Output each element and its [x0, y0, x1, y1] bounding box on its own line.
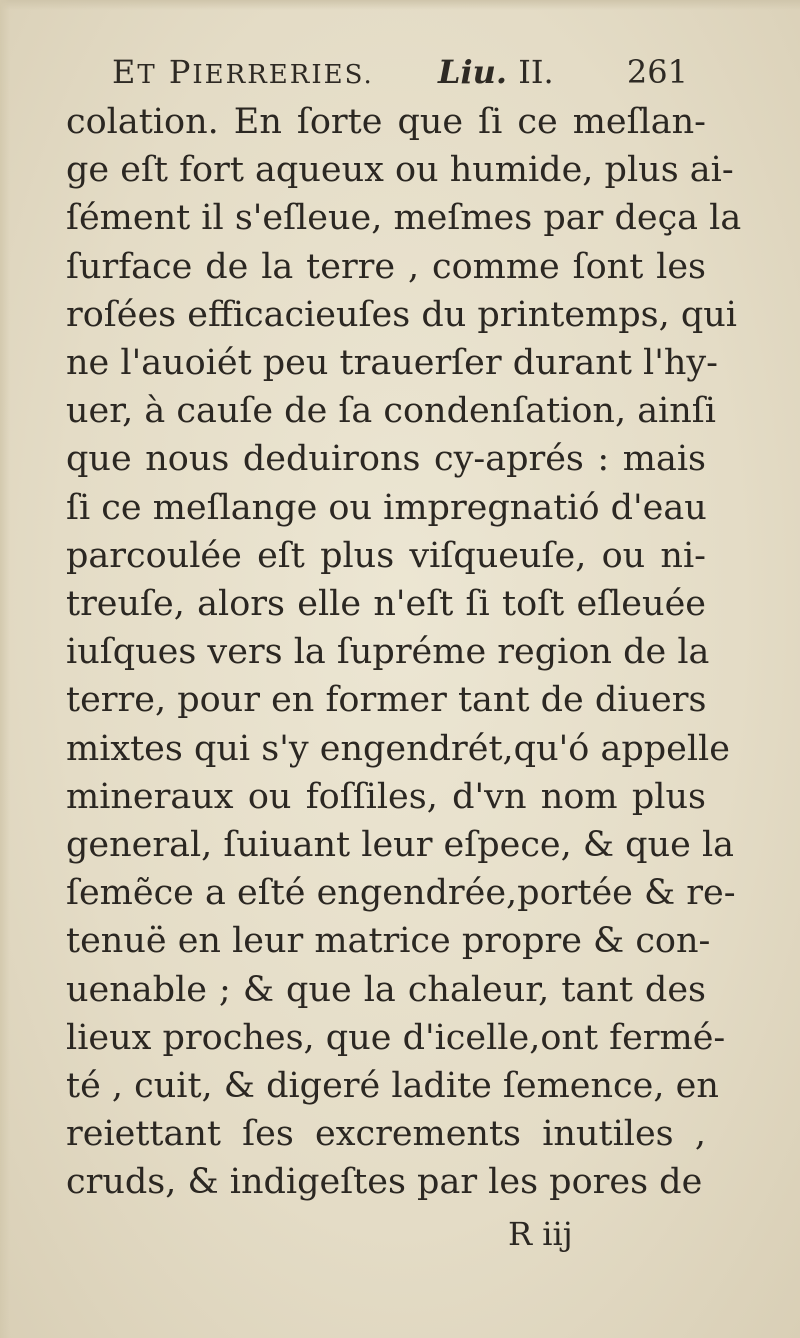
running-title	[112, 52, 374, 95]
text-line: ſément il s'eſleue, meſmes par deça la	[66, 198, 742, 239]
text-line: parcoulée eſt plus viſqueuſe, ou ni-	[66, 535, 706, 576]
text-line: roſées efficacieuſes du printemps, qui	[66, 294, 737, 335]
running-title-smallcaps-2: IERRERIES.	[192, 60, 374, 90]
text-line: general, ſuiuant leur eſpece, & que la	[66, 825, 735, 866]
text-line: ge eſt fort aqueux ou humide, plus ai-	[66, 150, 734, 191]
text-line: treuſe, alors elle n'eſt ſi toſt eſleuée	[66, 584, 706, 625]
text-line: cruds, & indigeſtes par les pores de	[66, 1162, 703, 1203]
text-line: terre, pour en former tant de diuers	[66, 680, 707, 721]
text-line: uenable ; & que la chaleur, tant des	[66, 969, 706, 1010]
running-title-initial-1: E	[112, 53, 138, 91]
page-number: 261	[626, 53, 688, 91]
book-number: II.	[518, 53, 554, 91]
page-left-edge	[0, 0, 10, 1338]
signature-mark: R iij	[508, 1215, 573, 1253]
running-header	[112, 52, 692, 92]
text-line: uer, à cauſe de ſa condenſation, ainſi	[66, 391, 716, 432]
body-text	[66, 98, 742, 1207]
text-line: reiettant ſes excrements inutiles ,	[66, 1114, 706, 1155]
page-top-edge	[0, 0, 800, 10]
text-line: iuſques vers la ſupréme region de la	[66, 632, 710, 673]
text-line: lieux proches, que d'icelle,ont fermé-	[66, 1017, 726, 1058]
text-line: tenuë en leur matrice propre & con-	[66, 921, 711, 962]
text-line: ſi ce meſlange ou impregnatió d'eau	[66, 487, 707, 528]
text-line: mineraux ou foſſiles, d'vn nom plus	[66, 776, 706, 817]
text-line: ſurface de la terre , comme ſont les	[66, 246, 706, 287]
text-line: que nous deduirons cy-aprés : mais	[66, 439, 706, 480]
running-title-smallcaps-1: T	[137, 60, 157, 90]
running-title-initial-2: P	[168, 53, 193, 91]
text-line: colation. En ſorte que ſi ce meſlan-	[66, 102, 706, 142]
text-line: ſemẽce a eſté engendrée,portée & re-	[66, 873, 736, 914]
text-line: mixtes qui s'y engendrét,qu'ó appelle	[66, 728, 730, 769]
book-reference	[438, 52, 554, 92]
text-line: ne l'auoiét peu trauerſer durant l'hy-	[66, 343, 718, 384]
text-line: té , cuit, & digeré ladite ſemence, en	[66, 1066, 719, 1107]
book-label: Liu.	[438, 53, 508, 91]
